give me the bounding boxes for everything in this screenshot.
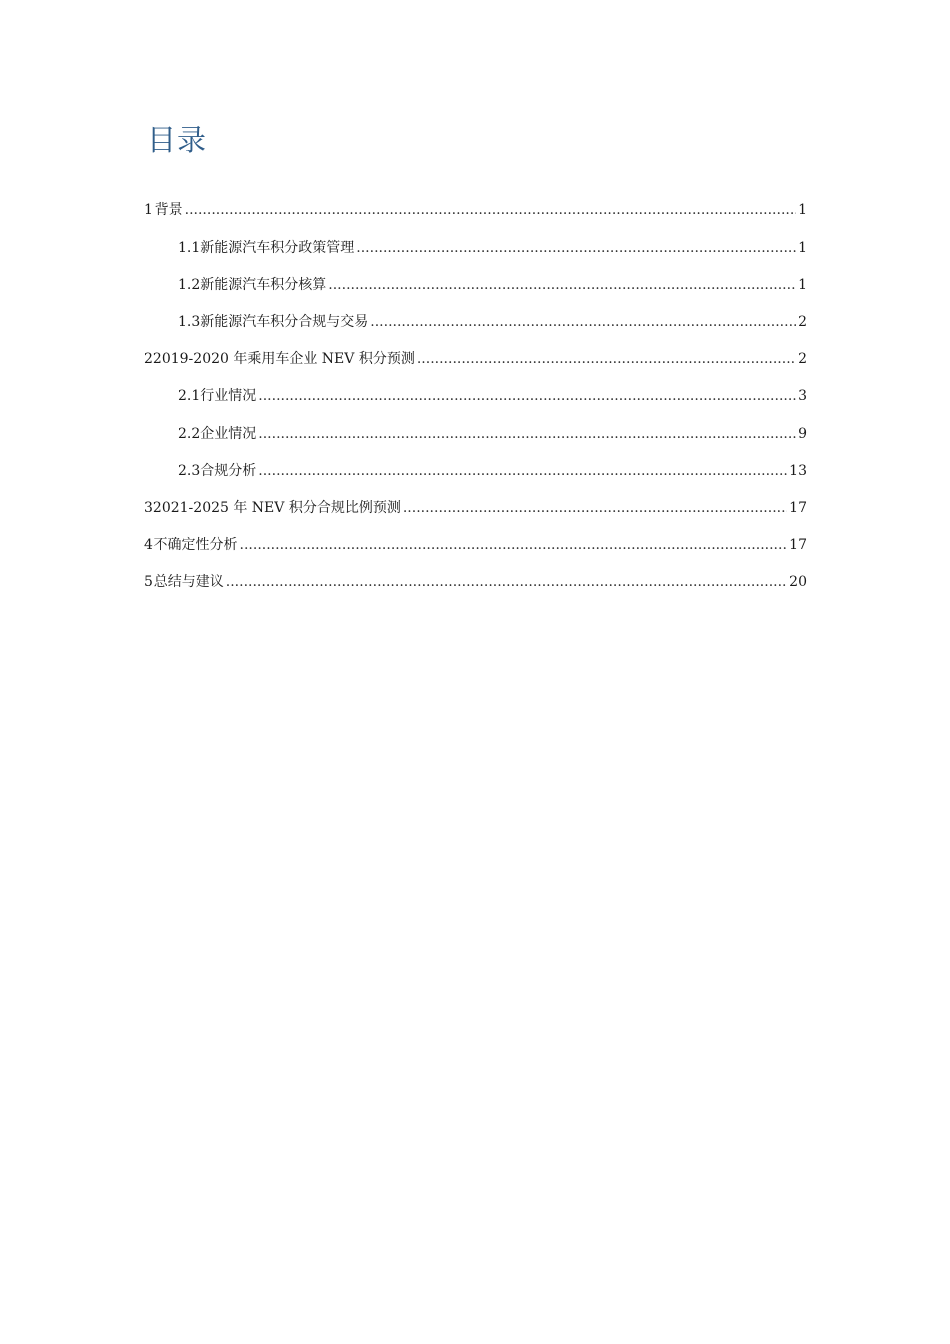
toc-entry-page: 1: [798, 240, 807, 256]
toc-entry-page: 1: [798, 277, 807, 293]
toc-leader-dots: [370, 312, 796, 332]
toc-entry[interactable]: [178, 424, 807, 444]
toc-entry-page: 2: [798, 314, 807, 330]
toc-entry-page: 3: [798, 388, 807, 404]
toc-entry-number: 4: [144, 537, 153, 553]
toc-entry-page: 20: [789, 574, 807, 590]
toc-title: 目录: [147, 123, 208, 157]
toc-leader-dots: [356, 238, 796, 258]
toc-entry-text: 行业情况: [200, 388, 257, 404]
toc-entry[interactable]: [178, 461, 807, 481]
toc-entry-page: 13: [789, 463, 807, 479]
toc-entry[interactable]: [144, 535, 807, 555]
toc-entry[interactable]: [144, 498, 807, 518]
toc-leader-dots: [185, 200, 796, 220]
toc-entry-text: 新能源汽车积分政策管理: [200, 240, 355, 256]
toc-entry-number: 1.1: [178, 240, 201, 256]
toc-leader-dots: [258, 386, 796, 406]
toc-entry-text: 企业情况: [200, 426, 257, 442]
toc-entry-page: 9: [798, 426, 807, 442]
toc-entry[interactable]: [144, 200, 807, 220]
toc-entry-page: 2: [798, 351, 807, 367]
toc-entry-text: 新能源汽车积分合规与交易: [200, 314, 369, 330]
toc-entry-number: 1.2: [178, 277, 201, 293]
toc-entry-number: 3: [144, 500, 153, 516]
toc-entry-page: 17: [789, 537, 807, 553]
toc-leader-dots: [240, 535, 788, 555]
toc-entry[interactable]: [144, 349, 807, 369]
toc-entry[interactable]: [178, 386, 807, 406]
toc-leader-dots: [403, 498, 787, 518]
toc-entry-text: 新能源汽车积分核算: [200, 277, 327, 293]
toc-entry-text: 背景: [154, 202, 183, 218]
toc-leader-dots: [226, 572, 787, 592]
toc-entry-text: 2021-2025 年 NEV 积分合规比例预测: [152, 500, 401, 516]
toc-entry-number: 2: [144, 351, 153, 367]
toc-entry-number: 1: [144, 202, 153, 218]
toc-leader-dots: [258, 424, 796, 444]
toc-entry[interactable]: [178, 275, 807, 295]
toc-entry-text: 2019-2020 年乘用车企业 NEV 积分预测: [152, 351, 415, 367]
toc-entry-number: 5: [144, 574, 153, 590]
toc-entry-text: 合规分析: [200, 463, 257, 479]
toc-entry[interactable]: [144, 572, 807, 592]
toc-entry-page: 1: [798, 202, 807, 218]
toc-entry-page: 17: [789, 500, 807, 516]
toc-entry[interactable]: [178, 312, 807, 332]
toc-entry-text: 总结与建议: [153, 574, 224, 590]
toc-entry-text: 不确定性分析: [153, 537, 238, 553]
toc-entry-number: 1.3: [178, 314, 201, 330]
toc-leader-dots: [328, 275, 796, 295]
toc-entry-number: 2.1: [178, 388, 201, 404]
toc-entry-number: 2.2: [178, 426, 201, 442]
toc-leader-dots: [258, 461, 787, 481]
toc-entry-number: 2.3: [178, 463, 201, 479]
toc-entry[interactable]: [178, 238, 807, 258]
toc-leader-dots: [417, 349, 796, 369]
